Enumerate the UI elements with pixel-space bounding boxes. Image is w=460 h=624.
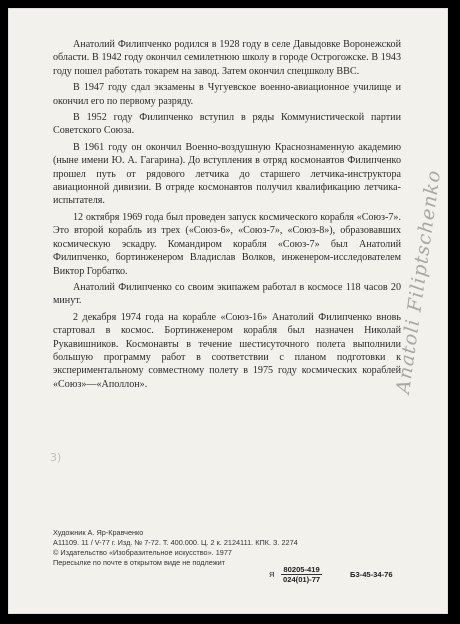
paragraph-flight-school: В 1947 году сдал экзамены в Чугуевское военно-авиационное училище и окончил его по первому разряду. bbox=[53, 82, 401, 107]
pencil-mark: 3) bbox=[50, 451, 62, 464]
paragraph-flight-duration: Анатолий Филипченко со своим экипажем работал в космосе 118 часов 20 минут. bbox=[53, 281, 401, 307]
mail-note: Пересылке по почте в открытом виде не подлежит bbox=[53, 558, 226, 567]
paragraph-birth: Анатолий Филипченко родился в 1928 году в селе Давыдовке Воронежской области. В 1942 году окончил семилетнюю школу в городе Острогожске. В 1943 году пошел работать токарем на завод. Затем окончил спецшколу ВВС. bbox=[53, 39, 401, 77]
code-denominator: 024(01)-77 bbox=[283, 575, 321, 584]
paragraph-soyuz-7: 12 октября 1969 года был проведен запуск космического корабля «Союз-7». Это второй корабль из трех («Союз-6», «Союз-7», «Союз-8»), образовавших космическую эскадру. Командиром корабля «Союз-7» был Анатолий Филипченко, бортинженером Владислав Волков, инженером-исследователем Виктор Горбатко. bbox=[53, 211, 401, 277]
code-suffix: Б3-45-34-76 bbox=[350, 570, 393, 579]
paragraph-party: В 1952 году Филипченко вступил в ряды Коммунистической партии Советского Союза. bbox=[53, 112, 401, 137]
code-numerator: 80205-419 bbox=[281, 565, 322, 575]
imprint-footer bbox=[53, 528, 413, 568]
paragraph-academy: В 1961 году он окончил Военно-воздушную Краснознаменную академию (ныне имени Ю. А. Гагарина). До вступления в отряд космонавтов Филипченко прошел путь от рядового летчика до старшего летчика-инструктора авиационной дивизии. В отряде космонавтов получил квалификацию летчика-испытателя. bbox=[53, 141, 401, 207]
code-prefix: Я bbox=[269, 570, 275, 579]
paragraph-soyuz-16: 2 декабря 1974 года на корабле «Союз-16» Анатолий Филипченко вновь стартовал в космос. Бортинженером корабля был назначен Николай Рукавишников. Космонавты в течение шестисуточного полета выполнили большую программу работ в соответствии с планом подготовки к экспериментальному совместному полету в 1975 году космических кораблей «Союз»—«Аполлон». bbox=[53, 311, 401, 390]
artist-credit: Художник А. Яр-Кравченко bbox=[53, 528, 144, 537]
handwritten-signature: Anatoli Filiptschenko bbox=[392, 168, 446, 396]
code-fraction bbox=[281, 565, 322, 584]
biography-text bbox=[53, 38, 401, 394]
copyright-line: © Издательство «Изобразительное искусство». 1977 bbox=[53, 548, 232, 557]
print-info: А11109. 11 / V-77 г. Изд. № 7-72. Т. 400.000. Ц. 2 к. 2124111. КПК. З. 2274 bbox=[53, 538, 298, 547]
